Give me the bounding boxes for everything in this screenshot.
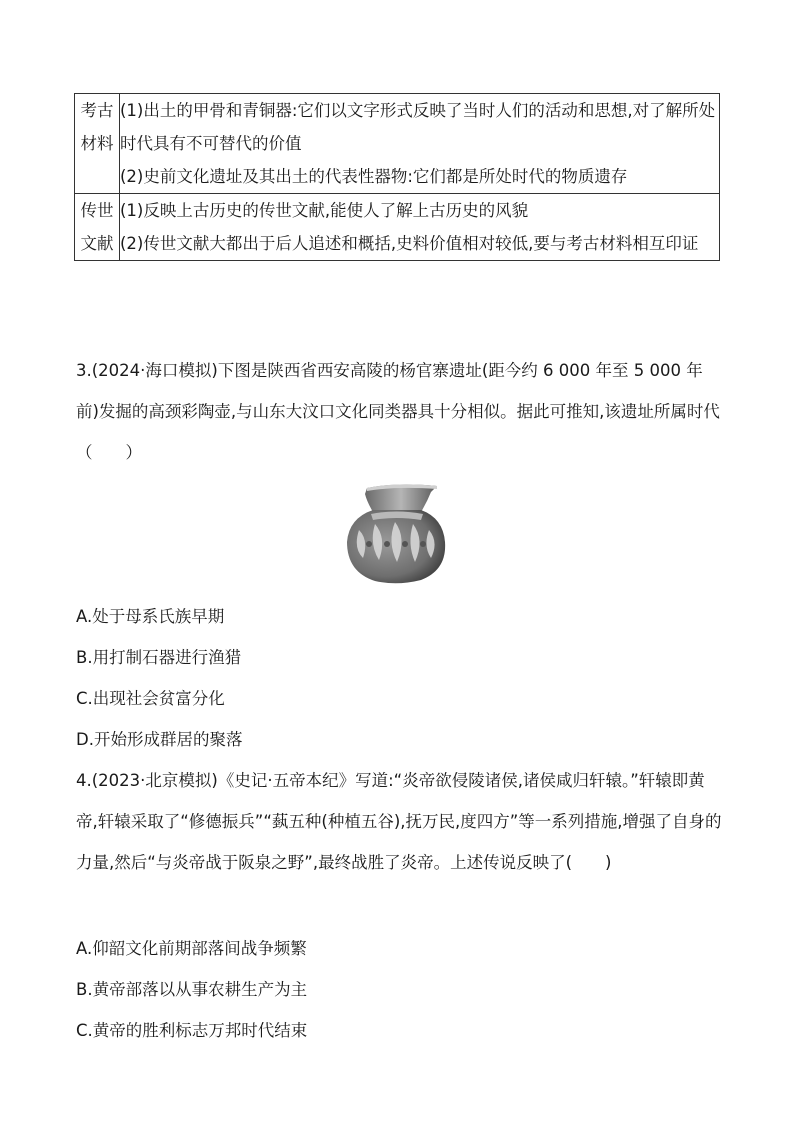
question-4-option-b: B.黄帝部落以从事农耕生产为主 — [76, 980, 308, 999]
question-4-option-a: A.仰韶文化前期部落间战争频繁 — [76, 939, 307, 958]
source-table — [74, 93, 720, 261]
painted-pottery-vase-image — [341, 482, 451, 585]
content-cell — [120, 194, 720, 261]
question-4-option-c: C.黄帝的胜利标志万邦时代结束 — [76, 1021, 308, 1040]
category-label: 文献 — [80, 234, 114, 253]
question-3-option-b: B.用打制石器进行渔猎 — [76, 648, 242, 667]
content-line: (2)史前文化遗址及其出土的代表性器物:它们都是所处时代的物质遗存 — [120, 167, 628, 186]
category-cell — [75, 194, 120, 261]
question-3-option-a: A.处于母系氏族早期 — [76, 607, 225, 626]
content-cell — [120, 94, 720, 194]
content-line: (2)传世文献大都出于后人追述和概括,史料价值相对较低,要与考古材料相互印证 — [120, 234, 699, 253]
question-4-stem: 4.(2023·北京模拟)《史记·五帝本纪》写道:“炎帝欲侵陵诸侯,诸侯咸归轩辕。”轩辕即黄帝,轩辕采取了“修德振兵”“蓺五种(种植五谷),抚万民,度四方”等一系列措施,增强了自身的力量,然后“与炎帝战于阪泉之野”,最终战胜了炎帝。上述传说反映了( ) — [76, 771, 722, 872]
question-3-stem: 3.(2024·海口模拟)下图是陕西省西安高陵的杨官寨遗址(距今约 6 000 年至 5 000 年前)发掘的高颈彩陶壶,与山东大汶口文化同类器具十分相似。据此可推知,该遗址所属时代 （ ） — [76, 361, 720, 462]
category-label: 传世 — [80, 201, 114, 220]
category-label: 材料 — [80, 134, 114, 153]
question-3-option-c: C.出现社会贫富分化 — [76, 689, 225, 708]
question-3-option-d: D.开始形成群居的聚落 — [76, 730, 243, 749]
category-cell — [75, 94, 120, 194]
content-line: (1)出土的甲骨和青铜器:它们以文字形式反映了当时人们的活动和思想,对了解所处时代具有不可替代的价值 — [120, 101, 716, 153]
category-label: 考古 — [80, 101, 114, 120]
table-row — [75, 194, 720, 261]
table-row — [75, 94, 720, 194]
content-line: (1)反映上古历史的传世文献,能使人了解上古历史的风貌 — [120, 201, 529, 220]
